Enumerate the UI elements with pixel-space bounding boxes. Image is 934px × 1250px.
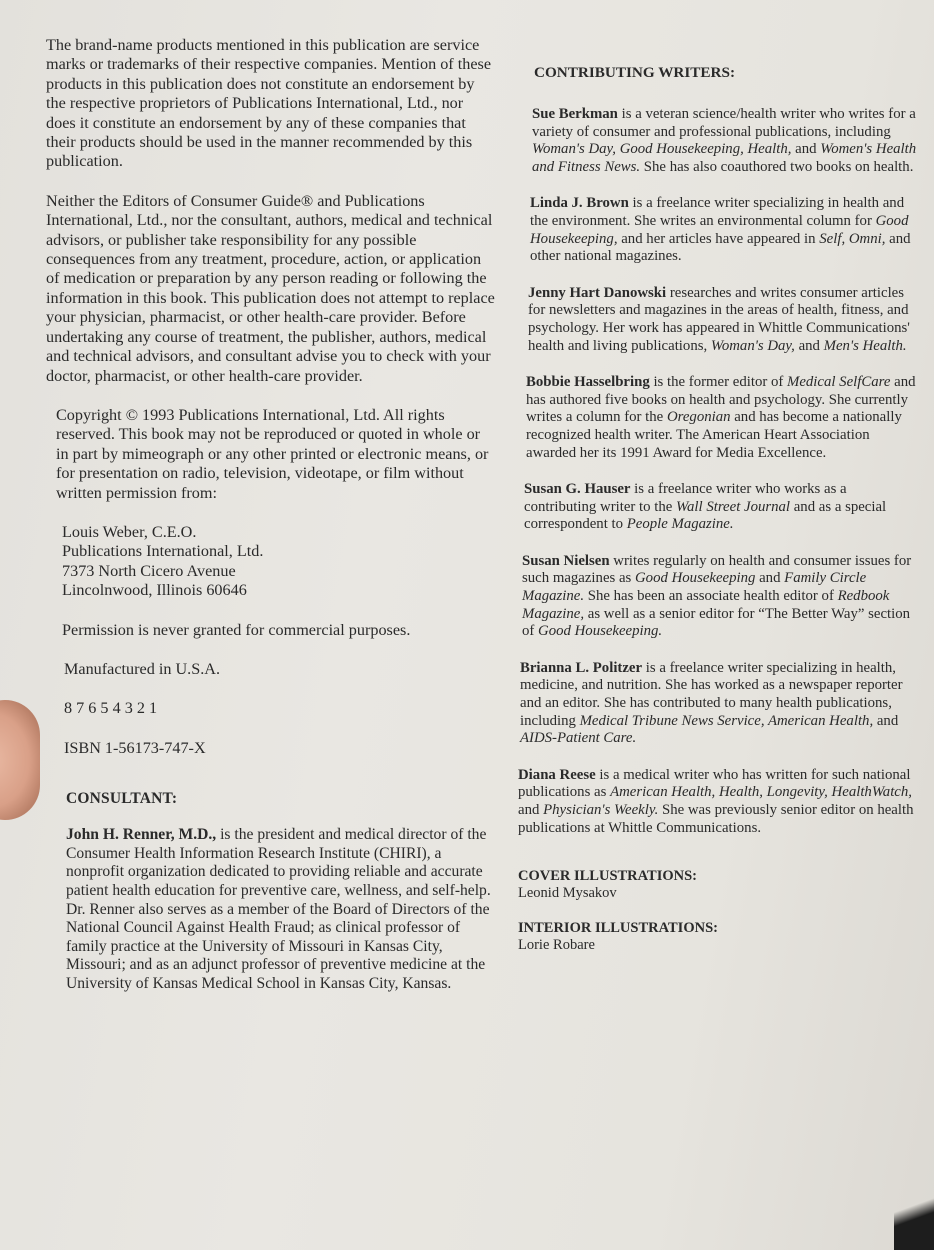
writer-bio: Jenny Hart Danowski researches and writes consumer articles for newsletters and magazines in the areas of health, fitness, and psychology. Her work has appeared in Whittle Communications' health and living publications, Woman's Day, and Men's Health. <box>528 284 910 354</box>
cover-illustrations-heading: COVER ILLUSTRATIONS: <box>518 868 698 885</box>
interior-illustrator: Lorie Robare <box>518 937 595 954</box>
writer-bio: Brianna L. Politzer is a freelance writer specializing in health, medicine, and nutrition. She has worked as a newspaper reporter and an editor. She has contributed to many health publications, including Medical Tribune News Service, American Health, and AIDS-Patient Care. <box>520 659 903 747</box>
writer-bio: Bobbie Hasselbring is the former editor of Medical SelfCare and has authored five books on health and psychology. She currently writes a column for the Oregonian and has become a nationally recognized health writer. The American Heart Association awarded her its 1991 Award for Media Excellence. <box>526 374 916 461</box>
writers-heading: CONTRIBUTING WRITERS: <box>534 64 735 81</box>
writer-bio: Diana Reese is a medical writer who has written for such national publications as American Health, Health, Longevity, HealthWatch, and Physician's Weekly. She was previously senior editor on health publications at Whittle Communications. <box>518 766 914 836</box>
left-column <box>46 36 496 994</box>
consultant-bio: John H. Renner, M.D., is the president and medical director of the Consumer Health Information Research Institute (CHIRI), a nonprofit organization dedicated to providing reliable and accurate patient health education for preventive care, wellness, and self-help. Dr. Renner also serves as a member of the Board of Directors of the National Council Against Health Fraud; as clinical professor of family practice at the University of Missouri in Kansas City, Missouri; and as an adjunct professor of preventive medicine at the University of Kansas Medical School in Kansas City, Kansas. <box>66 826 491 992</box>
printing-line: 8 7 6 5 4 3 2 1 <box>64 699 158 718</box>
page-corner-shadow <box>894 1170 934 1250</box>
disclaimer-notice: Neither the Editors of Consumer Guide® and Publications International, Ltd., nor the consultant, authors, medical and technical advisors, or publisher take responsibility for any possible consequences from any treatment, procedure, action, or application of medication or preparation by any person reading or following the information in this book. This publication does not attempt to replace your physician, pharmacist, or other health-care provider. Before undertaking any course of treatment, the publisher, authors, medical and technical advisors, and consultant advise you to check with your doctor, pharmacist, or other health-care provider. <box>46 191 495 385</box>
address-line: Publications International, Ltd. <box>62 542 264 561</box>
isbn: ISBN 1-56173-747-X <box>64 738 206 757</box>
consultant-heading: CONSULTANT: <box>66 790 178 808</box>
trademark-notice: The brand-name products mentioned in this publication are service marks or trademarks of their respective companies. Mention of these products in this publication does not constitute an endorsement by the respective proprietors of Publications International, Ltd., nor does it constitute an endorsement by any of these companies that their products should be used in the manner recommended by this publication. <box>46 36 492 171</box>
publisher-address <box>46 523 496 994</box>
address-line: Lincolnwood, Illinois 60646 <box>62 581 247 600</box>
right-column <box>518 64 922 954</box>
writer-bio: Susan G. Hauser is a freelance writer who works as a contributing writer to the Wall Street Journal and as a special correspondent to People Magazine. <box>524 481 887 533</box>
interior-illustrations-heading: INTERIOR ILLUSTRATIONS: <box>518 920 718 937</box>
copyright-notice: Copyright © 1993 Publications International, Ltd. All rights reserved. This book may not be reproduced or quoted in whole or in part by mimeograph or any other printed or electronic means, or for presentation on radio, television, videotape, or film without written permission from: <box>56 405 489 502</box>
cover-illustrator: Leonid Mysakov <box>518 885 617 902</box>
writer-bio: Sue Berkman is a veteran science/health writer who writes for a variety of consumer and professional publications, including Woman's Day, Good Housekeeping, Health, and Women's Health and Fitness News. She has also coauthored two books on health. <box>532 106 917 175</box>
permission-note: Permission is never granted for commercial purposes. <box>62 620 411 639</box>
address-line: Louis Weber, C.E.O. <box>62 522 197 541</box>
writer-bio: Susan Nielsen writes regularly on health and consumer issues for such magazines as Good Housekeeping and Family Circle Magazine. She has been an associate health editor of Redbook Magazine, as well as a senior editor for “The Better Way” section of Good Housekeeping. <box>522 552 912 640</box>
manufactured-note: Manufactured in U.S.A. <box>64 659 220 678</box>
thumb-photo <box>0 700 40 820</box>
consultant-name: John H. Renner, M.D., <box>66 826 217 844</box>
writer-bio: Linda J. Brown is a freelance writer specializing in health and the environment. She writes an environmental column for Good Housekeeping, and her articles have appeared in Self, Omni, and other national magazines. <box>530 195 911 265</box>
address-line: 7373 North Cicero Avenue <box>62 561 236 580</box>
